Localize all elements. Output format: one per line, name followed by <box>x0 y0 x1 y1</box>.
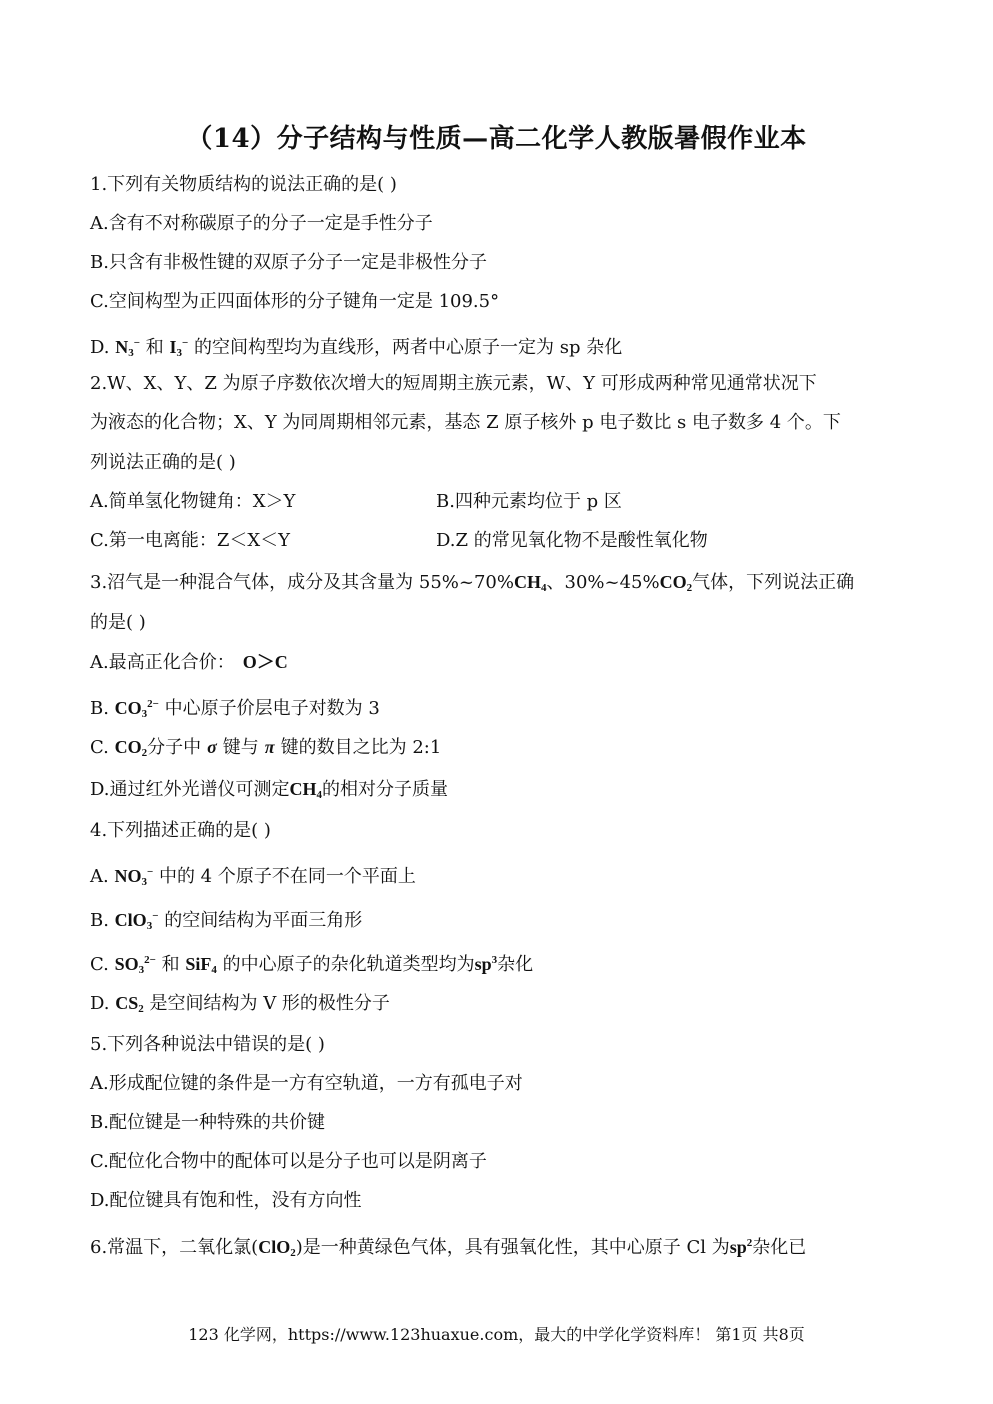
formula-co2: $CO_2$ <box>114 737 148 759</box>
q1-option-c: C.空间构型为正四面体形的分子键角一定是 109.5° <box>90 291 500 312</box>
formula-clo2: ClO$_2$ <box>258 1237 296 1259</box>
q1-option-b: B.只含有非极性键的双原子分子一定是非极性分子 <box>90 252 487 273</box>
q5-option-b: B.配位键是一种特殊的共价键 <box>90 1112 325 1133</box>
q5-option-a: A.形成配位键的条件是一方有空轨道，一方有孤电子对 <box>90 1073 523 1094</box>
q3-option-c: C. $CO_2$分子中 σ 键与 π 键的数目之比为 2:1 <box>90 737 442 759</box>
page-footer: 123 化学网，https://www.123huaxue.com，最大的中学化学资料库！ 第1页 共8页 <box>188 1325 805 1344</box>
q1-stem: 1.下列有关物质结构的说法正确的是( ) <box>90 174 397 195</box>
q3-stem-line2: 的是( ) <box>90 612 146 633</box>
q2-stem-line2: 为液态的化合物；X、Y 为同周期相邻元素，基态 Z 原子核外 p 电子数比 s 电子数多 4 个。下 <box>90 412 841 433</box>
q2-option-d: D.Z 的常见氧化物不是酸性氧化物 <box>436 530 708 551</box>
q5-option-d: D.配位键具有饱和性，没有方向性 <box>90 1190 362 1211</box>
q6-stem: 6.常温下，二氧化氯(ClO$_2$)是一种黄绿色气体，具有强氧化性，其中心原子 Cl 为$sp^2$杂化已 <box>90 1237 807 1259</box>
q1-option-a: A.含有不对称碳原子的分子一定是手性分子 <box>90 213 433 234</box>
sigma-symbol: σ <box>207 737 217 757</box>
formula-o-gt-c: O＞C <box>242 652 288 672</box>
q3-option-b: B. $CO_3^{2-}$ 中心原子价层电子对数为 3 <box>90 698 380 720</box>
formula-so3: $SO_3^{2-}$ <box>114 954 156 976</box>
q4-option-b: B. ClO$_3$− 的空间结构为平面三角形 <box>90 910 363 932</box>
formula-ch4: $CH_4$ <box>514 572 547 594</box>
q4-option-a: A. $NO_3^-$ 中的 4 个原子不在同一个平面上 <box>90 866 416 888</box>
q4-stem: 4.下列描述正确的是( ) <box>90 820 271 841</box>
q3-stem-line1: 3.沼气是一种混合气体，成分及其含量为 $55\%\sim 70\%CH_4$、$30\%\sim 45\%CO_2$气体，下列说法正确 <box>90 572 855 594</box>
formula-cs2: $CS_2$ <box>115 993 144 1015</box>
q5-option-c: C.配位化合物中的配体可以是分子也可以是阴离子 <box>90 1151 487 1172</box>
q1-d-prefix: D. <box>90 337 116 358</box>
formula-sif4: SiF$_4$ <box>185 954 217 976</box>
q2-option-c: C.第一电离能：Z＜X＜Y <box>90 530 291 551</box>
formula-co2: $CO_2$ <box>659 572 693 594</box>
q2-stem-line3: 列说法正确的是( ) <box>90 452 236 473</box>
formula-clo3: ClO$_3$− <box>114 910 159 932</box>
formula-co3: $CO_3^{2-}$ <box>114 698 159 720</box>
pi-symbol: π <box>264 737 275 757</box>
q1-option-d: D. $N_3^-$ 和 $I_3^-$ 的空间构型均为直线形，两者中心原子一定为 sp 杂化 <box>90 337 623 359</box>
q2-stem-line1: 2.W、X、Y、Z 为原子序数依次增大的短周期主族元素，W、Y 可形成两种常见通常状况下 <box>90 373 817 394</box>
formula-sp3: $sp^3$ <box>474 954 498 974</box>
q2-option-b: B.四种元素均位于 p 区 <box>436 491 622 512</box>
q5-stem: 5.下列各种说法中错误的是( ) <box>90 1034 325 1055</box>
q2-option-a: A.简单氢化物键角：X＞Y <box>90 491 296 512</box>
formula-no3: $NO_3^-$ <box>114 866 154 888</box>
formula-i3: $I_3^-$ <box>169 337 189 359</box>
formula-ch4: $CH_4$ <box>289 779 323 801</box>
q4-option-d: D. $CS_2$ 是空间结构为 V 形的极性分子 <box>90 993 390 1015</box>
q4-option-c: C. $SO_3^{2-}$ 和 SiF$_4$ 的中心原子的杂化轨道类型均为$sp^3$杂化 <box>90 954 534 976</box>
page-title: （14）分子结构与性质—高二化学人教版暑假作业本 <box>186 124 807 154</box>
q3-option-a: A.最高正化合价： O＞C <box>90 652 288 673</box>
q3-option-d: D.通过红外光谱仪可测定$CH_4$的相对分子质量 <box>90 779 449 801</box>
formula-n3: $N_3^-$ <box>115 337 141 359</box>
formula-sp2: $sp^2$ <box>729 1237 753 1257</box>
